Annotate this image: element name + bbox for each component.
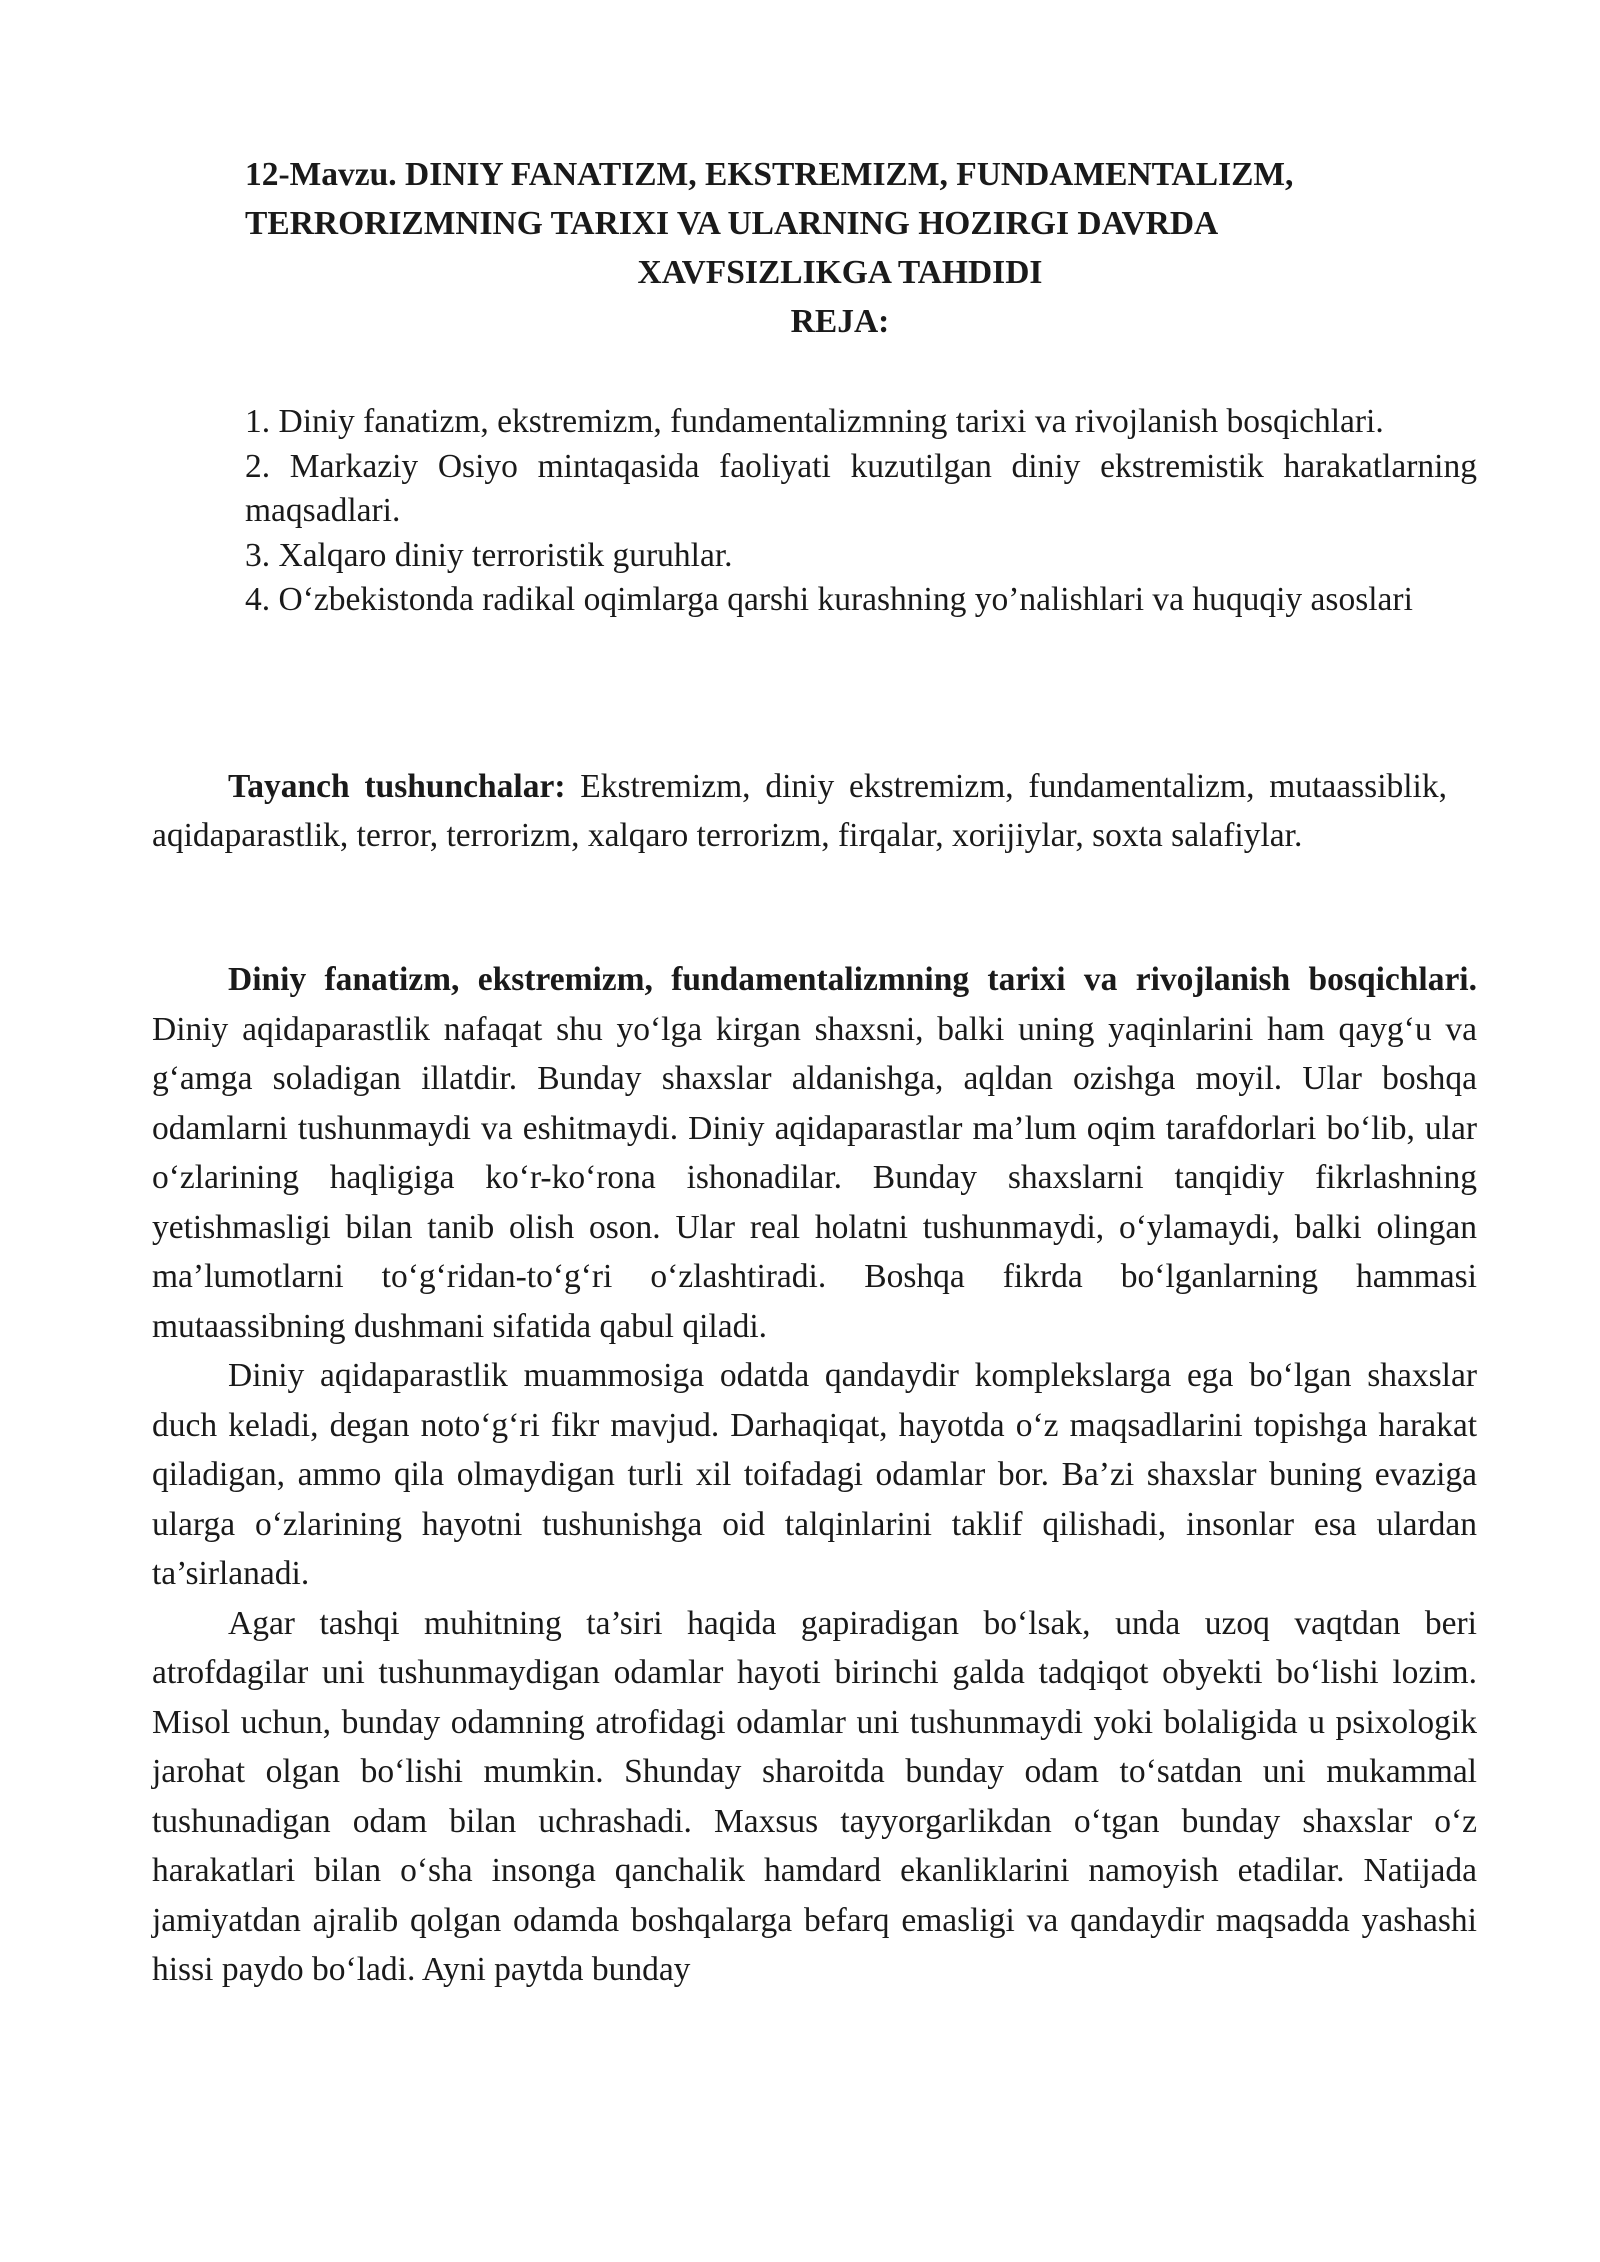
- keywords-paragraph: [152, 762, 1447, 860]
- plan-heading: REJA:: [790, 303, 890, 340]
- document-title: [245, 150, 1435, 346]
- keywords-label: Tayanch tushunchalar:: [228, 768, 566, 805]
- plan-item: 1. Diniy fanatizm, ekstremizm, fundamentalizmning tarixi va rivojlanish bosqichlari.: [245, 403, 1384, 440]
- title-line-1: [245, 150, 1435, 199]
- keywords-text: Ekstremizm, diniy ekstremizm, fundamentalizm, mutaassiblik, aqidaparastlik, terror, terrorizm, xalqaro terrorizm, firqalar, xorijiylar, soxta salafiylar.: [152, 768, 1447, 854]
- title-line-1-text: DINIY FANATIZM, EKSTREMIZM, FUNDAMENTALIZM,: [405, 156, 1294, 193]
- title-prefix: 12-Mavzu.: [245, 156, 397, 193]
- title-line-2: TERRORIZMNING TARIXI VA ULARNING HOZIRGI DAVRDA: [245, 205, 1219, 242]
- section-paragraph-3: Agar tashqi muhitning ta’siri haqida gapiradigan bo‘lsak, unda uzoq vaqtdan beri atrofdagilar uni tushunmaydigan odamlar hayoti birinchi galda tadqiqot obyekti bo‘lishi lozim. Misol uchun, bunday odamning atrofidagi odamlar uni tushunmaydi yoki bolaligida u psixologik jarohat olgan bo‘lishi mumkin. Shunday sharoitda bunday odam to‘satdan uni mukammal tushunadigan odam bilan uchrashadi. Maxsus tayyorgarlikdan o‘tgan bunday shaxslar o‘z harakatlari bilan o‘sha insonga qanchalik hamdard ekanliklarini namoyish etadilar. Natijada jamiyatdan ajralib qolgan odamda boshqalarga befarq emasligi va qandaydir maqsadda yashashi hissi paydo bo‘ladi. Ayni paytda bunday: [152, 1604, 1477, 1988]
- plan-list: [245, 400, 1477, 623]
- section-paragraph-1-text: Diniy aqidaparastlik nafaqat shu yo‘lga kirgan shaxsni, balki uning yaqinlarini ham qayg‘u va g‘amga soladigan illatdir. Bunday shaxslar aldanishga, aqldan ozishga moyil. Ular boshqa odamlarni tushunmaydi va eshitmaydi. Diniy aqidaparastlar ma’lum oqim tarafdorlari bo‘lib, ular o‘zlarining haqligiga ko‘r-ko‘rona ishonadilar. Bunday shaxslarni tanqidiy fikrlashning yetishmasligi bilan tanib olish oson. Ular real holatni tushunmaydi, o‘ylamaydi, balki olingan ma’lumotlarni to‘g‘ridan-to‘g‘ri o‘zlashtiradi. Boshqa fikrda bo‘lganlarning hammasi mutaassibning dushmani sifatida qabul qiladi.: [152, 1010, 1477, 1345]
- plan-item: 4. O‘zbekistonda radikal oqimlarga qarshi kurashning yo’nalishlari va huquqiy asoslari: [245, 581, 1413, 618]
- section-paragraph-2: Diniy aqidaparastlik muammosiga odatda qandaydir komplekslarga ega bo‘lgan shaxslar duch keladi, degan noto‘g‘ri fikr mavjud. Darhaqiqat, hayotda o‘z maqsadlarini topishga harakat qiladigan, ammo qila olmaydigan turli xil toifadagi odamlar bor. Ba’zi shaxslar buning evaziga ularga o‘zlarining hayotni tushunishga oid talqinlarini taklif qilishadi, insonlar esa ulardan ta’sirlanadi.: [152, 1357, 1477, 1592]
- section-body: [152, 955, 1477, 1995]
- section-paragraph-1: [152, 955, 1477, 1351]
- plan-item: 3. Xalqaro diniy terroristik guruhlar.: [245, 536, 733, 574]
- section-heading: Diniy fanatizm, ekstremizm, fundamentalizmning tarixi va rivojlanish bosqichlari.: [228, 961, 1477, 998]
- title-line-3: XAVFSIZLIKGA TAHDIDI: [637, 254, 1043, 291]
- plan-item: 2. Markaziy Osiyo mintaqasida faoliyati kuzutilgan diniy ekstremistik harakatlarning maqsadlari.: [245, 447, 1477, 529]
